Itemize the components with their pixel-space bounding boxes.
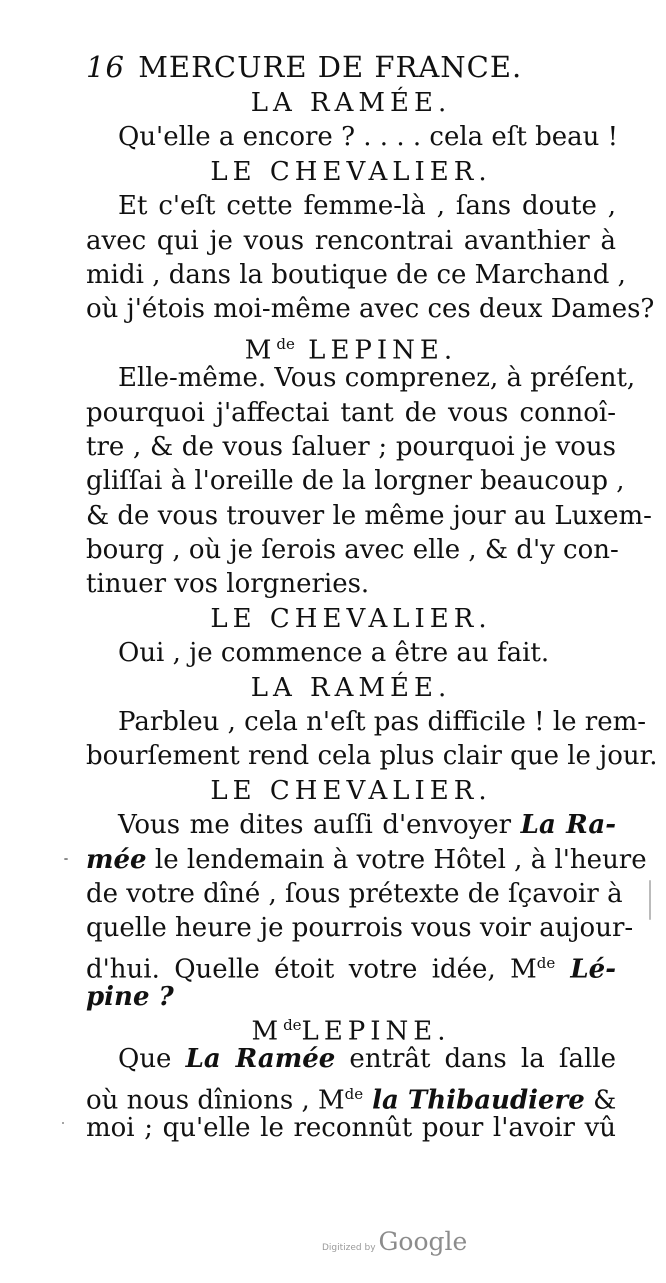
text-line: pourquoi j'affectai tant de vous connoî-: [86, 397, 616, 428]
speaker-superscript: de: [283, 1016, 302, 1034]
italic-name: la Thibaudiere: [363, 1085, 585, 1116]
text-line: de votre dîné , ſous prétexte de ſçavoir à: [86, 878, 623, 909]
text-line: où j'étois moi-même avec ces deux Dames?: [86, 294, 655, 325]
speaker-heading: [86, 1008, 616, 1047]
speaker-heading: LA RAMÉE.: [250, 88, 452, 118]
text-line: gliſſai à l'oreille de la lorgner beaucoup ,: [86, 466, 625, 497]
speaker-prefix: M: [251, 1016, 284, 1047]
text-run: Vous me dites auſſi d'envoyer: [118, 810, 521, 841]
text-line: Et c'eſt cette femme-là , ſans doute ,: [118, 191, 616, 222]
text-line: & de vous trouver le même jour au Luxem-: [86, 500, 652, 531]
text-line: avec qui je vous rencontrai avanthier à: [86, 225, 616, 256]
text-line: [86, 1077, 617, 1116]
italic-name: Lé-: [555, 954, 616, 985]
text-line: midi , dans la boutique de ce Marchand ,: [86, 259, 626, 290]
text-block-2: [86, 1008, 616, 1146]
speaker-heading: LA RAMÉE.: [250, 672, 452, 703]
text-line: Elle-même. Vous comprenez, à préſent,: [118, 363, 636, 394]
text-line: [86, 843, 647, 877]
superscript: de: [344, 1084, 364, 1103]
speaker-heading: [86, 327, 616, 366]
italic-name: La Ramée: [185, 1044, 336, 1075]
text-line: bourſement rend cela plus clair que le jour.: [86, 741, 658, 772]
running-header: [86, 50, 566, 84]
page-number: 16: [86, 50, 125, 84]
text-line: [86, 946, 616, 985]
text-line: [86, 808, 616, 842]
italic-name: mée: [86, 844, 147, 875]
text-line: Parbleu , cela n'eſt pas difficile ! le rem-: [118, 707, 647, 738]
text-line: moi ; qu'elle le reconnût pour l'avoir vû: [86, 1113, 616, 1144]
superscript: de: [536, 953, 556, 972]
italic-name: La Ra-: [520, 810, 616, 841]
text-line: bourg , où je ſerois avec elle , & d'y con-: [86, 535, 619, 566]
speaker-name: LEPINE.: [301, 1016, 451, 1047]
running-title: MERCURE DE FRANCE.: [138, 50, 523, 84]
text-line: [86, 1042, 616, 1076]
text-run: où nous dînions , M: [86, 1085, 345, 1116]
page-edge-mark: [649, 880, 651, 920]
ink-speck: [62, 1122, 64, 1124]
text-line: Oui , je commence a être au fait.: [118, 638, 550, 669]
speaker-prefix: M: [244, 335, 277, 366]
ink-speck: [64, 858, 68, 860]
watermark-caption: Digitized by: [322, 1243, 376, 1253]
text-line: tre , & de vous ſaluer ; pourquoi je vous: [86, 431, 616, 462]
text-line: quelle heure je pourrois vous voir aujour-: [86, 913, 634, 944]
text-block: [86, 86, 658, 1015]
speaker-heading: LE CHEVALIER.: [210, 603, 492, 634]
text-line: Qu'elle a encore ? . . . . cela eſt beau !: [118, 122, 619, 153]
text-line: tinuer vos lorgneries.: [86, 569, 370, 600]
text-run: le lendemain à votre Hôtel , à l'heure: [146, 844, 647, 875]
text-run: entrât dans la ſalle: [335, 1044, 616, 1075]
text-run: d'hui. Quelle étoit votre idée, M: [86, 954, 537, 985]
speaker-heading: LE CHEVALIER.: [210, 156, 492, 187]
speaker-superscript: de: [276, 334, 295, 353]
google-logo: Google: [378, 1227, 468, 1256]
speaker-heading: LE CHEVALIER.: [210, 775, 492, 806]
italic-name: pine ?: [86, 982, 174, 1013]
text-run: Que: [118, 1044, 186, 1075]
digitization-watermark: [322, 1227, 467, 1256]
text-run: &: [584, 1085, 617, 1116]
speaker-name: LEPINE.: [308, 335, 458, 366]
